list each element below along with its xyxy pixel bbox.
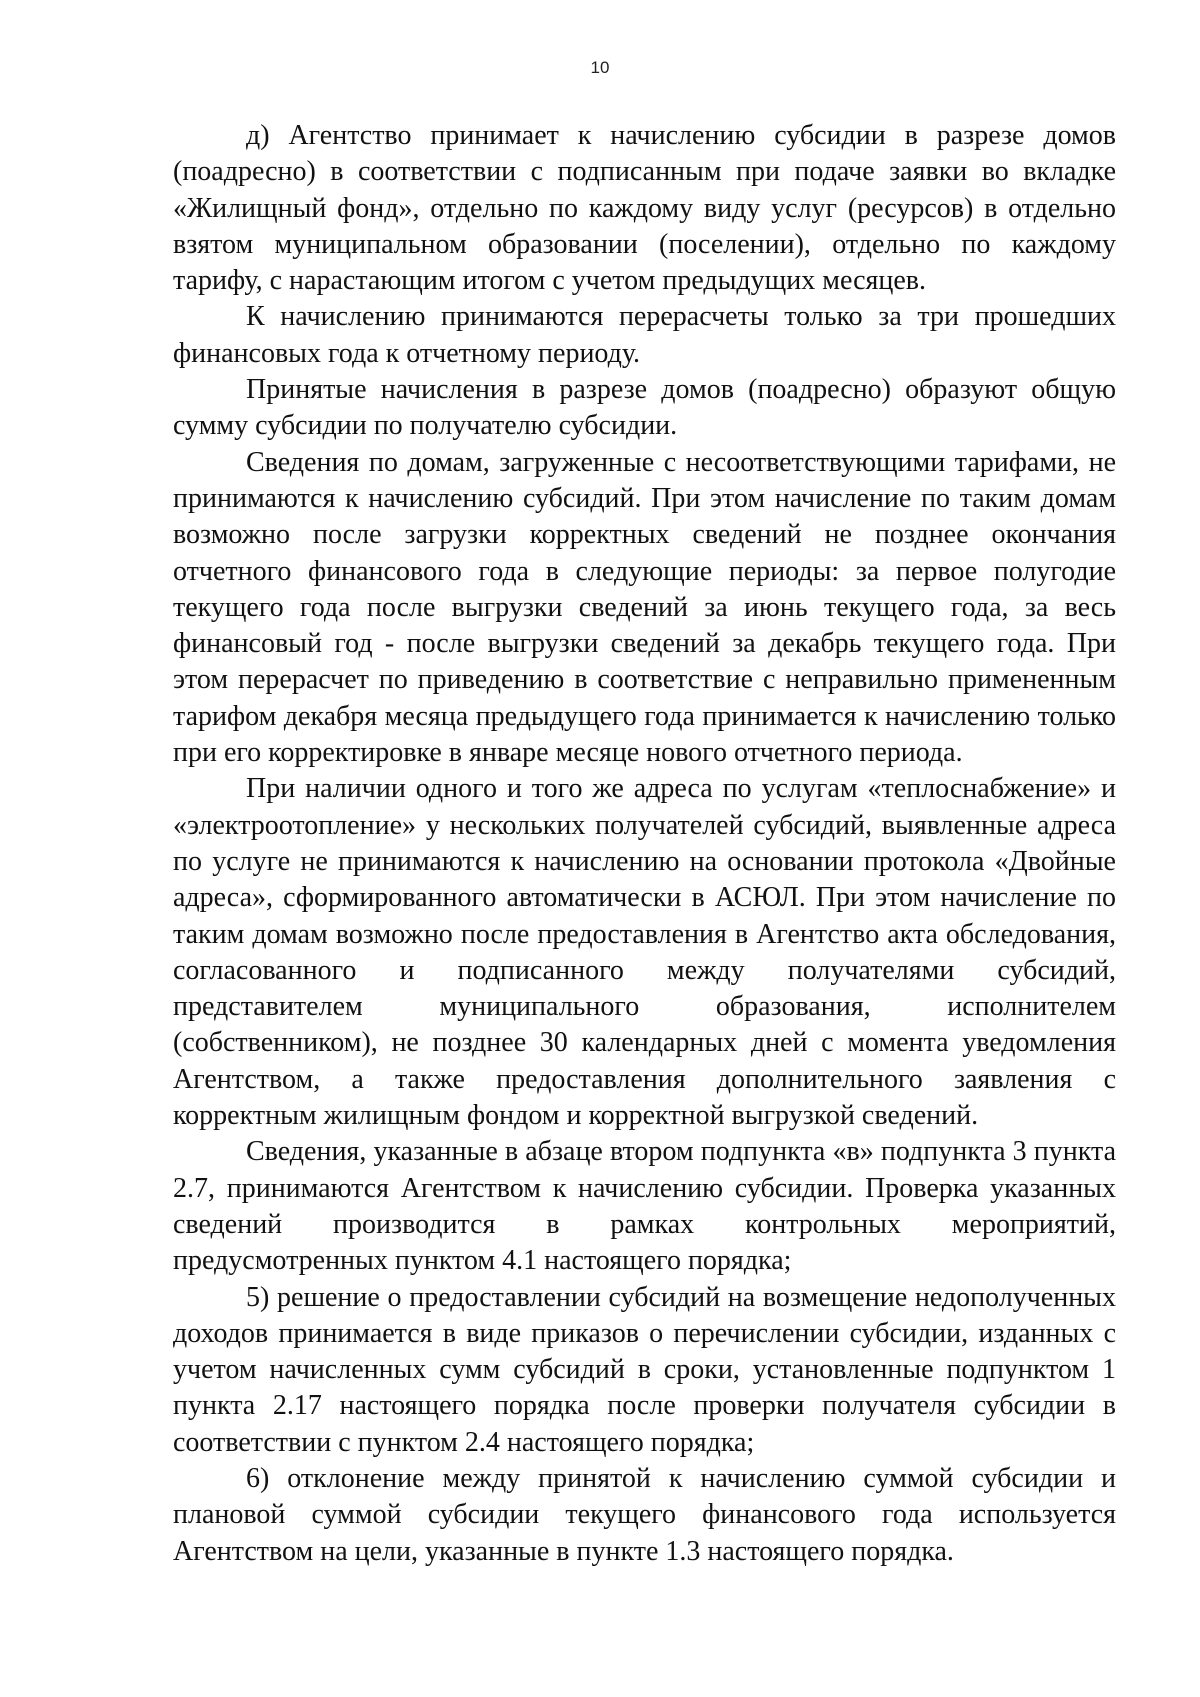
page-number: 10 [590, 58, 610, 77]
paragraph-item-5-decision: 5) решение о предоставлении субсидий на возмещение недополученных доходов принимается в виде приказов о перечислении субсидии, изданных с учетом начисленных сумм субсидий в сроки, установленные подпунктом 1 пункта 2.17 настоящего порядка после проверки получателя субсидии в соответствии с пунктом 2.4 настоящего порядка; [173, 1281, 1116, 1458]
paragraph-mismatched-tariffs: Сведения по домам, загруженные с несоответствующими тарифами, не принимаются к начислению субсидий. При этом начисление по таким домам возможно после загрузки корректных сведений не позднее окончания отчетного финансового года в следующие периоды: за первое полугодие текущего года после выгрузки сведений за июнь текущего года, за весь финансовый год - после выгрузки сведений за декабрь текущего года. При этом перерасчет по приведению в соответствие с неправильно примененным тарифом декабря месяца предыдущего года принимается к начислению только при его корректировке в январе месяце нового отчетного периода. [173, 446, 1116, 769]
paragraph-recalculations: К начислению принимаются перерасчеты только за три прошедших финансовых года к отчетному периоду. [173, 301, 1116, 369]
paragraph-accepted-accruals: Принятые начисления в разрезе домов (поадресно) образуют общую сумму субсидии по получателю субсидии. [173, 374, 1116, 442]
paragraph-information-check: Сведения, указанные в абзаце втором подпункта «в» подпункта 3 пункта 2.7, принимаются Агентством к начислению субсидии. Проверка указанных сведений производится в рамках контрольных мероприятий, предусмотренных пунктом 4.1 настоящего порядка; [173, 1136, 1116, 1277]
paragraph-d-accrual-by-houses: д) Агентство принимает к начислению субсидии в разрезе домов (поадресно) в соответствии с подписанным при подаче заявки во вкладке «Жилищный фонд», отдельно по каждому виду услуг (ресурсов) в отдельно взятом муниципальном образовании (поселении), отдельно по каждому тарифу, с нарастающим итогом с учетом предыдущих месяцев. [173, 120, 1116, 297]
document-body [173, 118, 1116, 1570]
paragraph-item-6-deviation: 6) отклонение между принятой к начислению суммой субсидии и плановой суммой субсидии текущего финансового года используется Агентством на цели, указанные в пункте 1.3 настоящего порядка. [173, 1462, 1116, 1567]
paragraph-duplicate-addresses: При наличии одного и того же адреса по услугам «теплоснабжение» и «электроотопление» у нескольких получателей субсидий, выявленные адреса по услуге не принимаются к начислению на основании протокола «Двойные адреса», сформированного автоматически в АСЮЛ. При этом начисление по таким домам возможно после предоставления в Агентство акта обследования, согласованного и подписанного между получателями субсидий, представителем муниципального образования, исполнителем (собственником), не позднее 30 календарных дней с момента уведомления Агентством, а также предоставления дополнительного заявления с корректным жилищным фондом и корректной выгрузкой сведений. [173, 773, 1116, 1132]
